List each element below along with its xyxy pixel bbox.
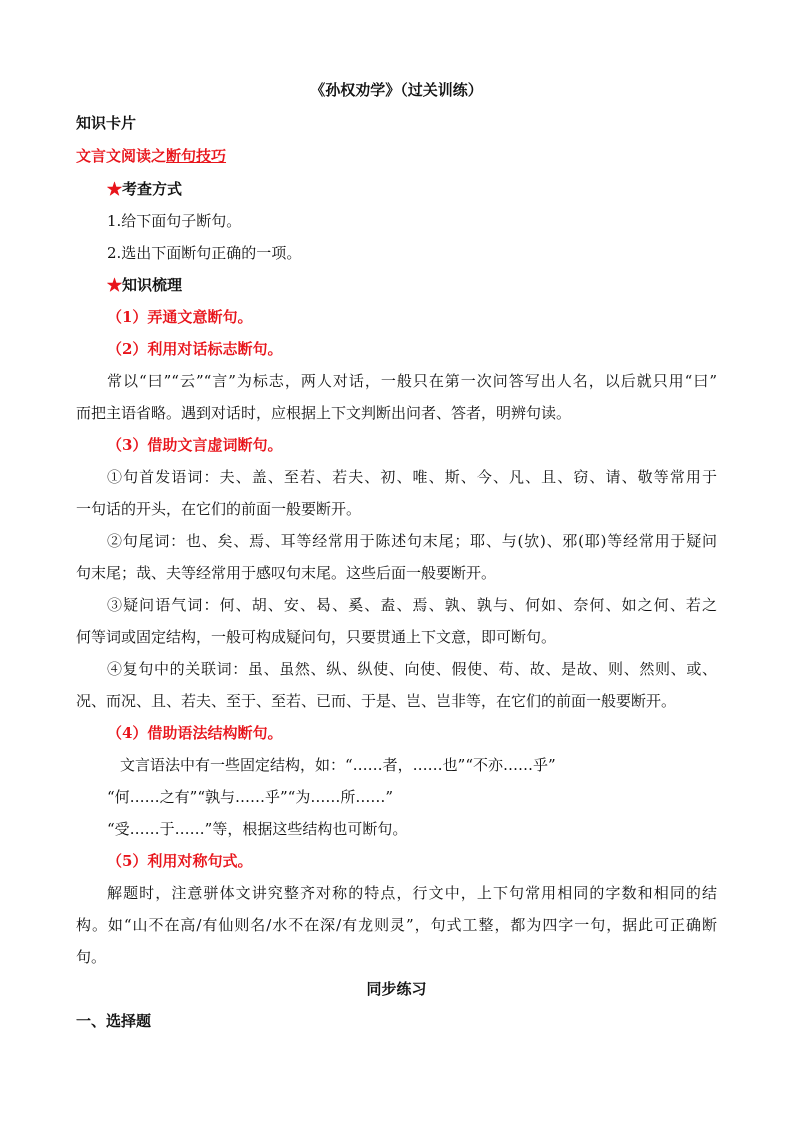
- star-icon: ★: [107, 276, 123, 294]
- point-3-item-line: ③疑问语气词：何、胡、安、曷、奚、盍、焉、孰、孰与、何如、奈何、如之何、若之: [107, 596, 717, 614]
- exam-item-1: 1.给下面句子断句。: [107, 212, 242, 230]
- point-3-item-line: ④复句中的关联词：虽、虽然、纵、纵使、向使、假使、苟、故、是故、则、然则、或、: [107, 660, 717, 678]
- point-3-item-line: 一句话的开头，在它们的前面一般要断开。: [76, 500, 362, 518]
- point-2-body-line: 常以“曰”“云”“言”为标志，两人对话，一般只在第一次问答写出人名，以后就只用“曰”: [107, 372, 717, 390]
- topic-prefix: 文言文阅读之: [76, 147, 167, 165]
- point-3-item-line: ②句尾词：也、矣、焉、耳等经常用于陈述句末尾；耶、与(欤)、邪(耶)等经常用于疑问: [107, 532, 717, 550]
- point-3-heading: （3）借助文言虚词断句。: [107, 436, 283, 454]
- part-one-heading: 一、选择题: [76, 1012, 152, 1030]
- point-5-heading: （5）利用对称句式。: [107, 852, 253, 870]
- point-5-body-line: 句。: [76, 948, 107, 966]
- page-title: 《孙权劝学》（过关训练）: [310, 81, 483, 99]
- topic-underlined: 断句技巧: [166, 147, 227, 165]
- point-3-item-line: ①句首发语词：夫、盖、至若、若夫、初、唯、斯、今、凡、且、窃、请、敬等常用于: [107, 468, 717, 486]
- star-icon: ★: [107, 180, 123, 198]
- point-3-item-line: 况、而况、且、若夫、至于、至若、已而、于是、岂、岂非等，在它们的前面一般要断开。: [76, 692, 677, 710]
- exam-item-2: 2.选出下面断句正确的一项。: [107, 244, 302, 262]
- topic-heading: [76, 146, 226, 166]
- point-3-item-line: 何等词或固定结构，一般可构成疑问句，只要贯通上下文意，即可断句。: [76, 628, 557, 646]
- practice-heading: 同步练习: [366, 980, 427, 998]
- knowledge-heading: [107, 275, 182, 295]
- point-4-heading: （4）借助语法结构断句。: [107, 724, 283, 742]
- point-2-heading: （2）利用对话标志断句。: [107, 340, 283, 358]
- point-4-body-line: “何……之有”“孰与……乎”“为……所……”: [107, 788, 394, 806]
- card-heading: 知识卡片: [76, 114, 137, 132]
- point-1-heading: （1）弄通文意断句。: [107, 308, 253, 326]
- point-5-body-line: 解题时，注意骈体文讲究整齐对称的特点，行文中，上下句常用相同的字数和相同的结: [107, 884, 717, 902]
- exam-method-heading: [107, 179, 182, 199]
- point-4-body-line: “受……于……”等，根据这些结构也可断句。: [107, 820, 408, 838]
- point-3-item-line: 句末尾；哉、夫等经常用于感叹句末尾。这些后面一般要断开。: [76, 564, 497, 582]
- knowledge-label: 知识梳理: [122, 276, 183, 294]
- point-4-body-line: 文言语法中有一些固定结构，如：“……者，……也”“不亦……乎”: [120, 756, 556, 774]
- point-2-body-line: 而把主语省略。遇到对话时，应根据上下文判断出问者、答者，明辨句读。: [76, 404, 572, 422]
- exam-method-label: 考查方式: [122, 180, 183, 198]
- point-5-body-line: 构。如“山不在高/有仙则名/水不在深/有龙则灵”，句式工整，都为四字一句，据此可正确断: [76, 916, 717, 934]
